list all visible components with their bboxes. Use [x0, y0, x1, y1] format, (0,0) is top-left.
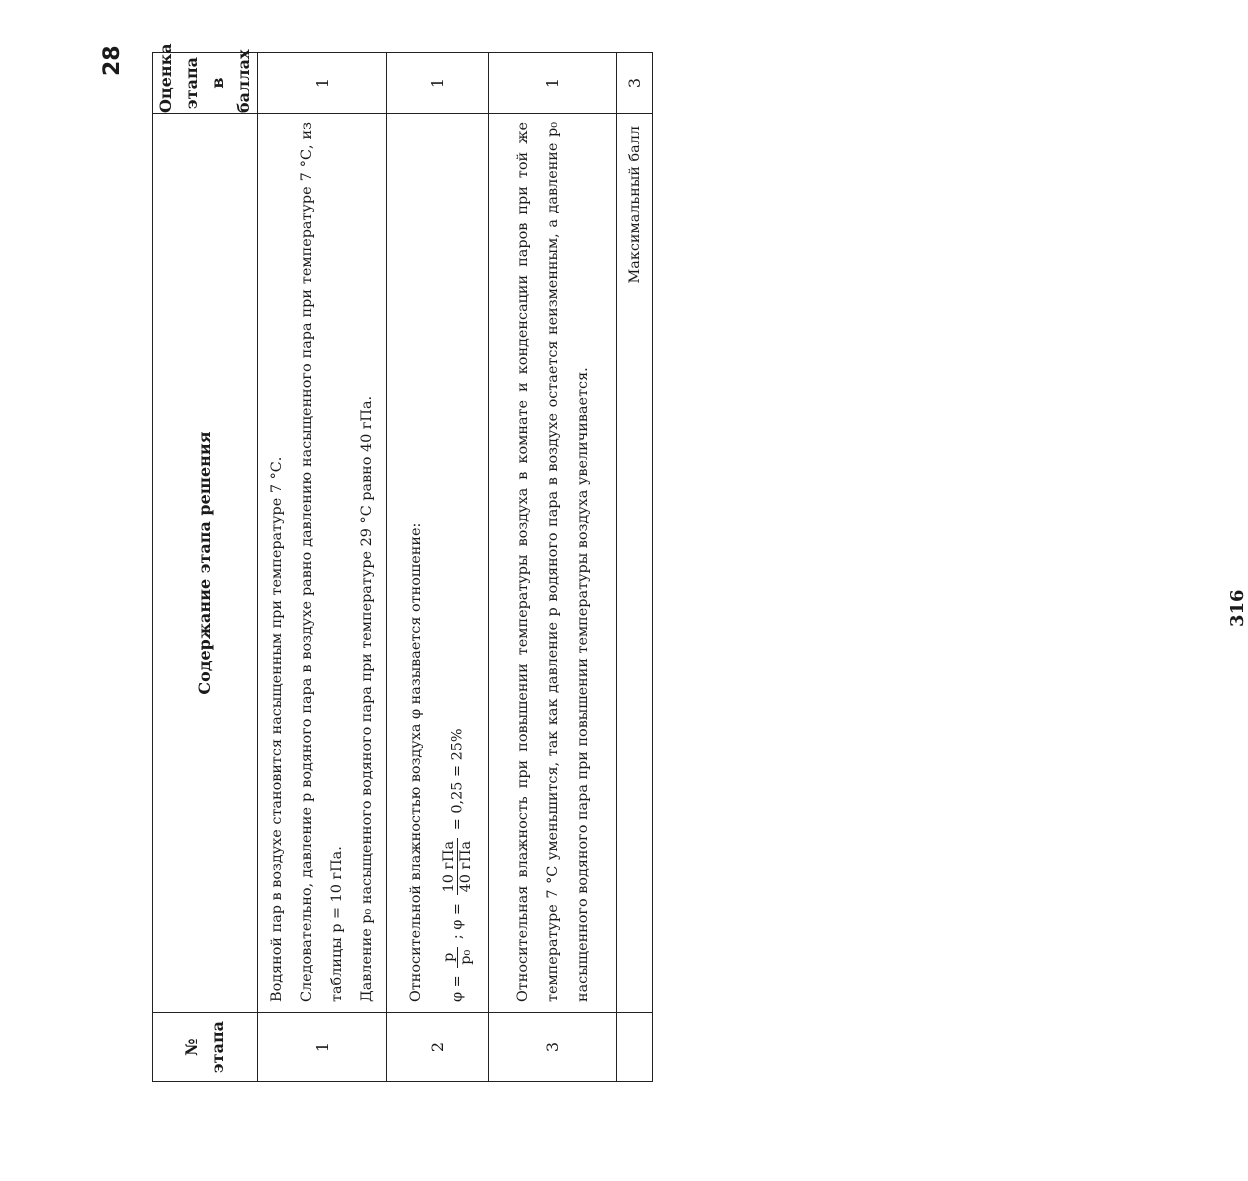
header-score-line2: в баллах	[208, 49, 253, 113]
header-content: Содержание этапа решения	[153, 114, 258, 1013]
total-empty-cell	[617, 1013, 653, 1082]
stage-content	[258, 114, 387, 1013]
fraction-denominator: p₀	[458, 949, 474, 965]
header-stage-number	[153, 1013, 258, 1082]
stage-score: 1	[489, 53, 617, 114]
content-line: Относительной влажностью воздуха φ называется отношение:	[408, 522, 424, 1002]
total-label: Максимальный балл	[617, 114, 653, 1013]
formula-result: = 0,25 = 25%	[449, 728, 466, 831]
formula-lhs: φ =	[449, 975, 466, 1002]
fraction-numerator: p	[441, 947, 458, 968]
content-line: Следовательно, давление p водяного пара в воздухе равно давлению насыщенного пара при температуре 7 °С, из таблицы p = 10 гПа.	[299, 122, 345, 1002]
header-score-line1: Оценка этапа	[156, 43, 201, 113]
stage-content	[489, 114, 617, 1013]
stage-score: 1	[258, 53, 387, 114]
table-row	[387, 53, 489, 1082]
humidity-formula	[441, 122, 474, 1002]
content-line: Водяной пар в воздухе становится насыщенным при температуре 7 °С.	[269, 456, 285, 1002]
header-num-symbol: №	[182, 1038, 201, 1056]
formula-separator: ; φ =	[449, 903, 466, 940]
stage-number: 3	[489, 1013, 617, 1082]
header-num-label: этапа	[208, 1020, 227, 1074]
fraction-denominator: 40 гПа	[458, 840, 474, 893]
fraction-p-over-p0	[441, 947, 474, 968]
header-score	[153, 43, 258, 114]
table-row	[489, 53, 617, 1082]
total-score: 3	[617, 53, 653, 114]
stage-number: 2	[387, 1013, 489, 1082]
stage-content	[387, 114, 489, 1013]
fraction-numerator: 10 гПа	[441, 838, 458, 896]
content-line: Относительная влажность при повышении температуры воздуха в комнате и конденсации паров при той же температуре 7 °С уменьшится, так как давление p водяного пара в воздухе остается неизменным, а давление p₀ насыщенного водяного пара при повышении температуры воздуха увеличивается.	[514, 122, 591, 1002]
fraction-values	[441, 838, 474, 896]
stage-score: 1	[387, 53, 489, 114]
page-number: 316	[1227, 589, 1248, 627]
content-line: Давление p₀ насыщенного водяного пара при температуре 29 °С равно 40 гПа.	[359, 395, 375, 1002]
task-number: 28	[100, 45, 125, 76]
table-row	[258, 53, 387, 1082]
total-row	[617, 53, 653, 1082]
rotated-page	[100, 43, 1248, 1082]
table-header-row	[153, 53, 258, 1082]
grading-table	[152, 43, 653, 1082]
stage-number: 1	[258, 1013, 387, 1082]
